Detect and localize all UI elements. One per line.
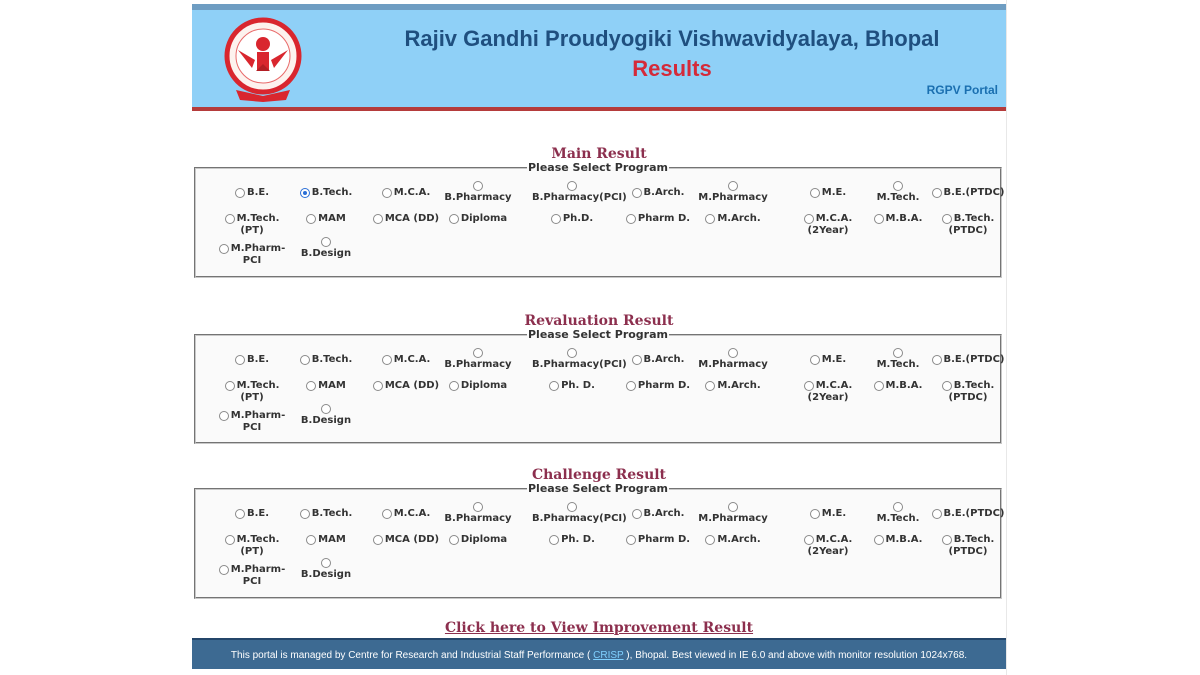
radio-button[interactable] <box>705 214 715 224</box>
program-option[interactable] <box>366 354 446 366</box>
radio-button[interactable] <box>382 355 392 365</box>
program-label: M.C.A. (2Year) <box>807 213 853 236</box>
program-option[interactable] <box>212 508 292 520</box>
program-label: M.C.A. (2Year) <box>807 534 853 557</box>
header-top-stripe <box>192 4 1006 10</box>
program-option[interactable] <box>286 534 366 546</box>
program-option[interactable] <box>438 502 518 525</box>
program-option[interactable] <box>788 187 868 199</box>
revaluation-result-legend: Please Select Program <box>527 328 668 341</box>
program-option[interactable] <box>788 534 868 557</box>
program-option[interactable] <box>532 213 612 225</box>
program-label: Diploma <box>460 380 508 391</box>
program-option[interactable] <box>366 213 446 225</box>
program-label: Pharm D. <box>637 380 691 391</box>
program-label: M.B.A. <box>885 213 923 224</box>
radio-button[interactable] <box>942 381 952 391</box>
program-label: MAM <box>318 380 346 391</box>
radio-button[interactable] <box>551 214 561 224</box>
radio-button[interactable] <box>321 558 331 568</box>
program-label: M.Pharmacy <box>698 513 768 524</box>
program-option[interactable] <box>928 213 1008 236</box>
radio-button[interactable] <box>225 214 235 224</box>
radio-button[interactable] <box>449 381 459 391</box>
program-label: Diploma <box>460 213 508 224</box>
crisp-link[interactable]: CRISP <box>593 650 624 661</box>
program-option[interactable] <box>366 380 446 392</box>
header-banner <box>192 4 1006 111</box>
radio-button[interactable] <box>382 509 392 519</box>
program-option[interactable] <box>532 348 627 371</box>
program-option[interactable] <box>532 380 612 392</box>
program-option[interactable] <box>618 354 698 366</box>
program-option[interactable] <box>212 380 292 403</box>
program-label: M.Tech. <box>876 513 920 524</box>
program-label: Diploma <box>460 534 508 545</box>
challenge-result-options <box>196 494 1005 597</box>
radio-button[interactable] <box>219 411 229 421</box>
program-label: B.Tech. (PTDC) <box>948 534 995 557</box>
footer <box>192 638 1006 669</box>
program-label: B.Pharmacy(PCI) <box>532 192 627 203</box>
program-option[interactable] <box>438 380 518 392</box>
university-title: Rajiv Gandhi Proudyogiki Vishwavidyalaya, Bhopal <box>404 26 940 51</box>
program-label: B.E. <box>246 354 270 365</box>
program-option[interactable] <box>286 354 366 366</box>
program-label: M.Tech. (PT) <box>236 534 280 557</box>
page-subtitle: Results <box>632 56 712 81</box>
program-option[interactable] <box>693 380 773 392</box>
program-option[interactable] <box>928 380 1008 403</box>
page-container <box>192 0 1007 675</box>
program-label: M.Arch. <box>717 380 761 391</box>
radio-button[interactable] <box>235 188 245 198</box>
radio-button[interactable] <box>300 188 310 198</box>
program-option[interactable] <box>858 380 938 392</box>
radio-button[interactable] <box>321 237 331 247</box>
radio-button[interactable] <box>321 404 331 414</box>
program-label: M.C.A. <box>393 354 431 365</box>
program-option[interactable] <box>286 380 366 392</box>
program-option[interactable] <box>788 508 868 520</box>
program-label: M.B.A. <box>885 534 923 545</box>
program-option[interactable] <box>532 502 627 525</box>
radio-button[interactable] <box>932 509 942 519</box>
radio-button[interactable] <box>932 355 942 365</box>
radio-button[interactable] <box>549 535 559 545</box>
program-option[interactable] <box>212 213 292 236</box>
program-label: M.B.A. <box>885 380 923 391</box>
program-option[interactable] <box>928 354 1008 366</box>
radio-button[interactable] <box>893 181 903 191</box>
main-result-legend: Please Select Program <box>527 161 668 174</box>
main-result-title: Main Result <box>551 146 647 162</box>
program-label: M.Pharmacy <box>698 359 768 370</box>
radio-button[interactable] <box>567 348 577 358</box>
program-option[interactable] <box>693 213 773 225</box>
radio-button[interactable] <box>728 502 738 512</box>
revaluation-result-title: Revaluation Result <box>524 313 674 329</box>
program-option[interactable] <box>693 181 773 204</box>
radio-button[interactable] <box>874 214 884 224</box>
program-option[interactable] <box>438 348 518 371</box>
radio-button[interactable] <box>567 181 577 191</box>
radio-button[interactable] <box>382 188 392 198</box>
radio-button[interactable] <box>300 355 310 365</box>
program-option[interactable] <box>693 502 773 525</box>
program-label: M.C.A. (2Year) <box>807 380 853 403</box>
radio-button[interactable] <box>373 381 383 391</box>
program-option[interactable] <box>928 187 1008 199</box>
rgpv-emblem-logo <box>222 16 304 102</box>
program-label: M.Pharmacy <box>698 192 768 203</box>
program-label: B.Pharmacy <box>444 513 512 524</box>
radio-button[interactable] <box>632 355 642 365</box>
radio-button[interactable] <box>705 535 715 545</box>
program-label: B.E. <box>246 508 270 519</box>
radio-button[interactable] <box>728 181 738 191</box>
program-option[interactable] <box>788 213 868 236</box>
radio-button[interactable] <box>632 188 642 198</box>
radio-button[interactable] <box>549 381 559 391</box>
main-result-fieldset <box>194 161 1005 278</box>
challenge-result-fieldset <box>194 482 1005 599</box>
radio-button[interactable] <box>567 502 577 512</box>
radio-button[interactable] <box>874 381 884 391</box>
program-label: B.E.(PTDC) <box>943 187 1005 198</box>
radio-button[interactable] <box>235 355 245 365</box>
radio-button[interactable] <box>728 348 738 358</box>
program-label: B.Pharmacy(PCI) <box>532 513 627 524</box>
program-label: Ph. D. <box>561 380 595 391</box>
radio-button[interactable] <box>626 214 636 224</box>
program-option[interactable] <box>286 404 366 427</box>
program-label: Pharm D. <box>637 213 691 224</box>
radio-button[interactable] <box>810 188 820 198</box>
radio-button[interactable] <box>632 509 642 519</box>
program-option[interactable] <box>928 534 1008 557</box>
program-option[interactable] <box>858 213 938 225</box>
program-option[interactable] <box>212 564 292 587</box>
program-option[interactable] <box>858 502 938 525</box>
radio-button[interactable] <box>373 535 383 545</box>
radio-button[interactable] <box>804 381 814 391</box>
program-label: M.Tech. (PT) <box>236 213 280 236</box>
radio-button[interactable] <box>449 535 459 545</box>
program-label: M.Tech. <box>876 359 920 370</box>
radio-button[interactable] <box>473 348 483 358</box>
radio-button[interactable] <box>235 509 245 519</box>
program-label: B.E. <box>246 187 270 198</box>
program-label: B.E.(PTDC) <box>943 508 1005 519</box>
program-label: MAM <box>318 213 346 224</box>
program-label: M.Pharm- PCI <box>230 410 286 433</box>
radio-button[interactable] <box>219 244 229 254</box>
radio-button[interactable] <box>893 348 903 358</box>
radio-button[interactable] <box>626 535 636 545</box>
radio-button[interactable] <box>810 355 820 365</box>
program-option[interactable] <box>212 410 292 433</box>
radio-button[interactable] <box>373 214 383 224</box>
radio-button[interactable] <box>473 181 483 191</box>
program-label: B.Design <box>300 248 352 259</box>
radio-button[interactable] <box>804 214 814 224</box>
radio-button[interactable] <box>874 535 884 545</box>
revaluation-result-fieldset <box>194 328 1005 444</box>
program-label: B.Tech. (PTDC) <box>948 380 995 403</box>
program-option[interactable] <box>693 534 773 546</box>
radio-button[interactable] <box>705 381 715 391</box>
footer-text-before: This portal is managed by Centre for Research and Industrial Staff Performance ( <box>230 650 594 661</box>
program-option[interactable] <box>928 508 1008 520</box>
program-label: M.E. <box>821 354 847 365</box>
program-label: B.Design <box>300 569 352 580</box>
radio-button[interactable] <box>449 214 459 224</box>
radio-button[interactable] <box>810 509 820 519</box>
program-label: B.Arch. <box>643 354 685 365</box>
program-option[interactable] <box>858 181 938 204</box>
footer-text-after: ), Bhopal. Best viewed in IE 6.0 and above with monitor resolution 1024x768. <box>623 650 968 661</box>
program-option[interactable] <box>618 380 698 392</box>
main-result-options <box>196 173 1005 276</box>
program-label: M.Pharm- PCI <box>230 243 286 266</box>
program-option[interactable] <box>858 348 938 371</box>
program-option[interactable] <box>286 213 366 225</box>
program-label: M.Arch. <box>717 213 761 224</box>
program-option[interactable] <box>618 213 698 225</box>
program-option[interactable] <box>212 187 292 199</box>
program-option[interactable] <box>438 213 518 225</box>
program-label: M.E. <box>821 187 847 198</box>
radio-button[interactable] <box>626 381 636 391</box>
program-option[interactable] <box>366 508 446 520</box>
program-option[interactable] <box>212 534 292 557</box>
program-option[interactable] <box>858 534 938 546</box>
program-option[interactable] <box>366 534 446 546</box>
program-label: B.Tech. <box>311 508 353 519</box>
program-label: M.C.A. <box>393 187 431 198</box>
program-label: B.E.(PTDC) <box>943 354 1005 365</box>
program-label: B.Arch. <box>643 187 685 198</box>
program-label: B.Pharmacy <box>444 359 512 370</box>
program-option[interactable] <box>618 187 698 199</box>
radio-button[interactable] <box>942 535 952 545</box>
program-label: M.Pharm- PCI <box>230 564 286 587</box>
program-option[interactable] <box>788 354 868 366</box>
radio-button[interactable] <box>473 502 483 512</box>
program-label: B.Tech. <box>311 187 353 198</box>
radio-button[interactable] <box>306 535 316 545</box>
radio-button[interactable] <box>932 188 942 198</box>
radio-button[interactable] <box>225 535 235 545</box>
radio-button[interactable] <box>300 509 310 519</box>
challenge-result-legend: Please Select Program <box>527 482 668 495</box>
program-label: M.Tech. <box>876 192 920 203</box>
program-label: B.Tech. (PTDC) <box>948 213 995 236</box>
rgpv-portal-link[interactable]: RGPV Portal <box>926 83 998 97</box>
radio-button[interactable] <box>219 565 229 575</box>
program-option[interactable] <box>286 187 366 199</box>
program-label: Pharm D. <box>637 534 691 545</box>
program-label: B.Tech. <box>311 354 353 365</box>
program-option[interactable] <box>212 243 292 266</box>
program-option[interactable] <box>438 181 518 204</box>
program-label: M.Tech. (PT) <box>236 380 280 403</box>
improvement-result-link[interactable]: Click here to View Improvement Result <box>444 620 754 636</box>
program-label: MCA (DD) <box>384 534 440 545</box>
radio-button[interactable] <box>306 381 316 391</box>
program-label: M.E. <box>821 508 847 519</box>
program-label: M.C.A. <box>393 508 431 519</box>
program-option[interactable] <box>212 354 292 366</box>
program-option[interactable] <box>438 534 518 546</box>
radio-button[interactable] <box>942 214 952 224</box>
program-label: MCA (DD) <box>384 213 440 224</box>
program-label: Ph. D. <box>561 534 595 545</box>
radio-button[interactable] <box>804 535 814 545</box>
program-option[interactable] <box>532 181 627 204</box>
program-option[interactable] <box>618 534 698 546</box>
program-option[interactable] <box>532 534 612 546</box>
program-option[interactable] <box>618 508 698 520</box>
program-label: B.Pharmacy(PCI) <box>532 359 627 370</box>
challenge-result-title: Challenge Result <box>531 467 667 483</box>
program-label: B.Arch. <box>643 508 685 519</box>
program-label: B.Design <box>300 415 352 426</box>
program-label: M.Arch. <box>717 534 761 545</box>
program-option[interactable] <box>366 187 446 199</box>
program-option[interactable] <box>286 558 366 581</box>
program-label: MCA (DD) <box>384 380 440 391</box>
program-option[interactable] <box>693 348 773 371</box>
program-option[interactable] <box>286 237 366 260</box>
program-label: B.Pharmacy <box>444 192 512 203</box>
revaluation-result-options <box>196 340 1005 442</box>
program-option[interactable] <box>286 508 366 520</box>
program-option[interactable] <box>788 380 868 403</box>
radio-button[interactable] <box>306 214 316 224</box>
radio-button[interactable] <box>893 502 903 512</box>
program-label: Ph.D. <box>562 213 594 224</box>
radio-button[interactable] <box>225 381 235 391</box>
program-label: MAM <box>318 534 346 545</box>
